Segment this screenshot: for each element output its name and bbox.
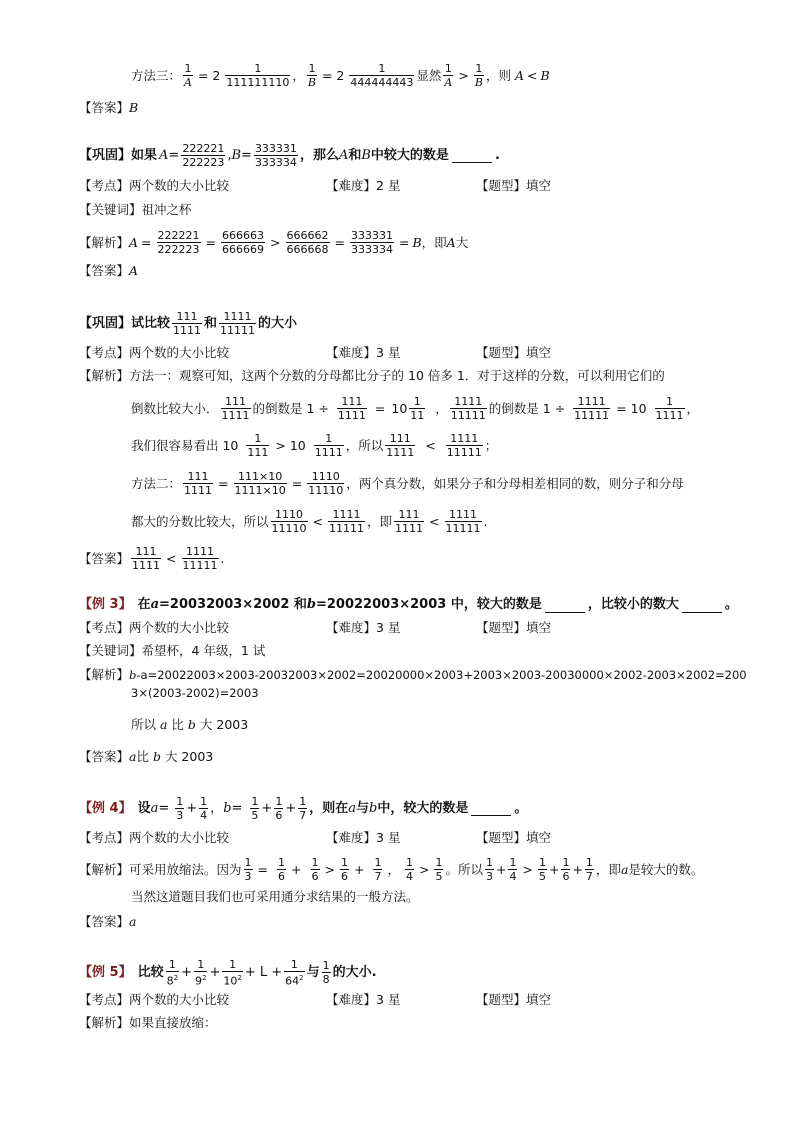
solution-line: 方法二： $\frac{111}{1111}$ = $\frac{111\times 10}{1111\times 10}$ = $\frac{1110}{11110}$ ，两个真分数，如果分子和分母相差相同的数，则分子和分母	[131, 470, 684, 497]
solution-line: 我们很容易看出 10 $\frac{1}{111}$ > 10 $\frac{1}{1111}$ ，所以 $\frac{111}{1111}$ < $\frac{1111}{11111}$ ；	[131, 432, 498, 459]
meta-row: 【考点】两个数的大小比较 【难度】3 星 【题型】填空	[79, 992, 552, 1007]
answer-blank	[682, 598, 722, 613]
solution-line: 所以 a 比 b 大 2003	[131, 717, 249, 732]
fraction: $\frac{1}{B}$	[474, 62, 483, 89]
fraction: $\frac{1}{A}$	[444, 62, 453, 89]
meta-row: 【考点】两个数的大小比较 【难度】3 星 【题型】填空	[79, 830, 552, 845]
solution-line: 【解析】 A = $\frac{222221}{222223}$ = $\frac{666663}{666669}$ > $\frac{666662}{666668}$ = $\frac{333331}{333334}$ = B ，即 A 大	[79, 229, 469, 256]
solution-line: 当然这道题目我们也可采用通分求结果的一般方法。	[131, 889, 419, 904]
answer-blank	[545, 598, 585, 613]
answer-line: 【答案】a	[79, 914, 137, 929]
solution-line: 【解析】 可采用放缩法。因为 $\frac{1}{3}$ = $\frac{1}{6}$ + $\frac{1}{6}$ > $\frac{1}{6}$ + $\frac{1}{7}$ ， $\frac{1}{4}$ > $\frac{1}{5}$ 。所以 $\frac{1}{3}$ + $\frac{1}{4}$ > $\frac{1}{5}$ + $\frac{1}{6}$ + $\frac{1}{7}$ ，即 a 是较大的数。	[79, 856, 704, 883]
keyword-line: 【关键词】 希望杯，4 年级，1 试	[79, 643, 266, 658]
consolidation-question-1: 【巩固】 如果 A = $\frac{222221}{222223}$ , B = $\frac{333331}{333334}$ ，那么 A 和 B 中较大的数是 .	[79, 142, 500, 169]
example-5-question: 【例 5】 比较 $\frac{1}{8^2}$ + $\frac{1}{9^2}$ + $\frac{1}{10^2}$ + L + $\frac{1}{64^2}$ 与 $\frac{1}{8}$ 的大小.	[79, 958, 377, 988]
solution-line: 3×(2003-2002)=2003	[131, 686, 259, 700]
answer-line: 【答案】a比 b 大 2003	[79, 749, 214, 764]
method3-line: 方法三： $\frac{1}{A}$ = 2 $\frac{1}{111111110}$ ， $\frac{1}{B}$ = 2 $\frac{1}{444444443}$ 显然 $\frac{1}{A}$ > $\frac{1}{B}$ ，则 A < B	[131, 62, 550, 89]
answer-blank	[452, 148, 492, 163]
keyword-line: 【关键词】 祖冲之杯	[79, 202, 192, 217]
fraction: $\frac{1}{A}$	[184, 62, 192, 89]
fraction: $\frac{1}{111111110}$	[226, 62, 290, 89]
fraction: $\frac{1}{444444443}$	[350, 62, 414, 89]
solution-line: 【解析】 b -a=20022003×2003-20032003×2002=20020000×2003+2003×2003-20030000×2002-2003×2002=200	[79, 667, 747, 682]
example-4-question: 【例 4】 设 a = $\frac{1}{3}$ + $\frac{1}{4}$ ， b = $\frac{1}{5}$ + $\frac{1}{6}$ + $\frac{1}{7}$ ，则在 a 与 b 中，较大的数是 。	[79, 795, 528, 822]
answer-blank	[471, 801, 511, 816]
meta-row: 【考点】两个数的大小比较 【难度】3 星 【题型】填空	[79, 620, 552, 635]
consolidation-question-2: 【巩固】 试比较 $\frac{111}{1111}$ 和 $\frac{1111}{11111}$ 的大小	[79, 310, 298, 337]
example-label: 【例 3】	[79, 597, 132, 612]
answer-line: 【答案】 B	[79, 100, 139, 115]
solution-line: 【解析】如果直接放缩：	[79, 1015, 217, 1030]
meta-row: 【考点】两个数的大小比较 【难度】2 星 【题型】填空	[79, 178, 552, 193]
answer-line: 【答案】 $\frac{111}{1111}$ < $\frac{1111}{11111}$ .	[79, 545, 225, 572]
example-3-question: 【例 3】 在 a =20032003×2002 和 b =20022003×2003 中，较大的数是 ，比较小的数大 。	[79, 597, 738, 612]
solution-line: 都大的分数比较大，所以 $\frac{1110}{11110}$ < $\frac{1111}{11111}$ ，即 $\frac{111}{1111}$ < $\frac{1111}{11111}$ .	[131, 508, 488, 535]
example-label: 【例 5】	[79, 964, 132, 980]
solution-line: 【解析】方法一：观察可知，这两个分数的分母都比分子的 10 倍多 1．对于这样的分数，可以利用它们的	[79, 368, 665, 383]
example-label: 【例 4】	[79, 800, 132, 816]
answer-line: 【答案】 A	[79, 263, 139, 278]
solution-line: 倒数比较大小． $\frac{111}{1111}$ 的倒数是 1 ÷ $\frac{111}{1111}$ = 10 $\frac{1}{11}$ ， $\frac{1111}{11111}$ 的倒数是 1 ÷ $\frac{1111}{11111}$ = 10 $\frac{1}{1111}$ ，	[131, 395, 700, 422]
meta-row: 【考点】两个数的大小比较 【难度】3 星 【题型】填空	[79, 345, 552, 360]
fraction: $\frac{1}{B}$	[307, 62, 316, 89]
